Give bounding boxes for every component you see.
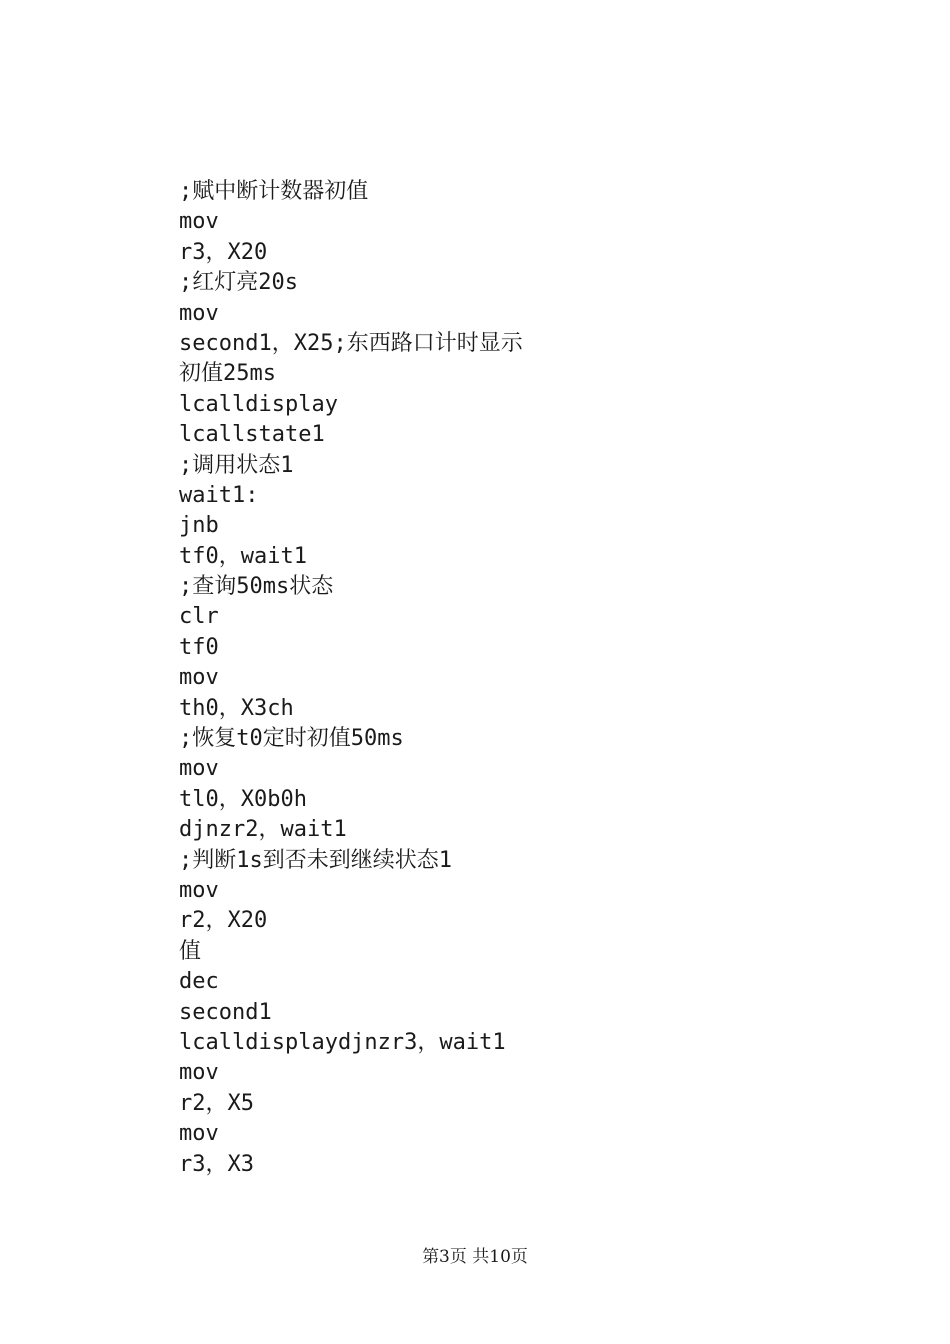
code-line: tf0 [179, 634, 219, 660]
code-line: tf0，wait1 [179, 543, 307, 569]
code-line: mov [179, 1060, 219, 1086]
code-line: mov [179, 756, 219, 782]
code-line: mov [179, 1121, 219, 1147]
code-line: 值 [179, 938, 202, 964]
code-line: lcallstate1 [179, 422, 325, 448]
code-line: mov [179, 300, 219, 326]
code-line: th0，X3ch [179, 695, 294, 721]
code-listing [179, 177, 879, 1180]
page-footer [0, 1242, 950, 1267]
code-line: second1 [179, 999, 272, 1025]
code-line: djnzr2，wait1 [179, 817, 347, 843]
code-line: dec [179, 969, 219, 995]
code-line: r2，X5 [179, 1090, 254, 1116]
code-line: lcalldisplaydjnzr3，wait1 [179, 1029, 506, 1055]
code-line: lcalldisplay [179, 391, 338, 417]
code-line: ;恢复t0定时初值50ms [179, 726, 404, 752]
code-line: ;赋中断计数器初值 [179, 179, 369, 204]
code-line: 初值25ms [179, 361, 276, 387]
code-line: ;红灯亮20s [179, 270, 298, 296]
code-line: jnb [179, 513, 219, 539]
code-line: r2，X20 [179, 908, 268, 934]
code-line: ;调用状态1 [179, 452, 294, 478]
code-line: r3，X20 [179, 239, 268, 265]
code-line: tl0，X0b0h [179, 786, 307, 812]
code-line: mov [179, 877, 219, 903]
code-line: mov [179, 665, 219, 691]
page-number-text: 第3页 共10页 [422, 1247, 528, 1267]
code-line: ;判断1s到否未到继续状态1 [179, 847, 452, 873]
code-line: second1，X25;东西路口计时显示 [179, 330, 523, 356]
code-line: wait1: [179, 482, 259, 508]
code-line: ;查询50ms状态 [179, 574, 334, 600]
code-line: r3，X3 [179, 1151, 254, 1177]
code-line: clr [179, 604, 219, 630]
code-line: mov [179, 209, 219, 235]
